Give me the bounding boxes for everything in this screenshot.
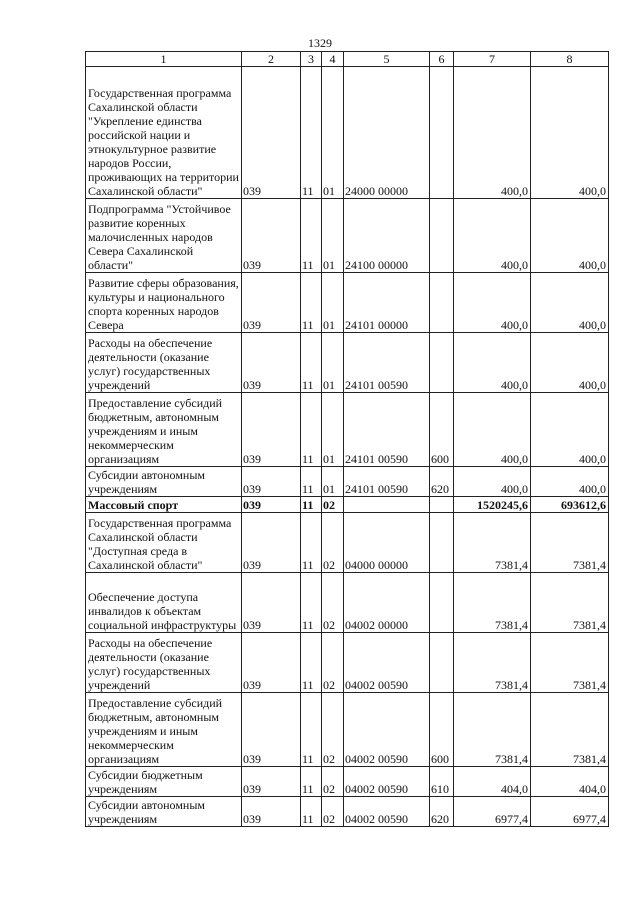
expense-type-cell xyxy=(430,273,454,333)
table-row xyxy=(86,333,609,393)
section-code-cell: 11 xyxy=(301,767,322,797)
budget-table-body xyxy=(86,52,609,827)
amount-cell: 400,0 xyxy=(454,199,531,273)
section-code-cell: 11 xyxy=(301,273,322,333)
expense-type-cell: 620 xyxy=(430,797,454,827)
subsection-code-cell: 02 xyxy=(322,767,344,797)
column-number-header: 8 xyxy=(531,52,609,67)
section-code-cell: 11 xyxy=(301,67,322,199)
amount-cell: 400,0 xyxy=(454,393,531,467)
target-article-cell: 24100 00000 xyxy=(344,199,430,273)
ministry-code-cell: 039 xyxy=(242,797,301,827)
target-article-cell: 24000 00000 xyxy=(344,67,430,199)
row-name-cell: Субсидии бюджетным учреждениям xyxy=(86,767,242,797)
amount-cell: 7381,4 xyxy=(454,513,531,573)
table-row xyxy=(86,497,609,513)
amount-cell: 404,0 xyxy=(454,767,531,797)
subsection-code-cell: 01 xyxy=(322,67,344,199)
target-article-cell: 04002 00590 xyxy=(344,767,430,797)
section-code-cell: 11 xyxy=(301,467,322,497)
target-article-cell: 24101 00590 xyxy=(344,393,430,467)
amount-cell: 7381,4 xyxy=(454,633,531,693)
amount-cell: 400,0 xyxy=(531,199,609,273)
ministry-code-cell: 039 xyxy=(242,573,301,633)
table-row xyxy=(86,467,609,497)
column-number-header: 5 xyxy=(344,52,430,67)
table-row xyxy=(86,797,609,827)
amount-cell: 1520245,6 xyxy=(454,497,531,513)
expense-type-cell: 610 xyxy=(430,767,454,797)
expense-type-cell xyxy=(430,67,454,199)
ministry-code-cell: 039 xyxy=(242,467,301,497)
amount-cell: 7381,4 xyxy=(454,573,531,633)
column-number-header: 6 xyxy=(430,52,454,67)
expense-type-cell: 600 xyxy=(430,393,454,467)
subsection-code-cell: 01 xyxy=(322,333,344,393)
subsection-code-cell: 02 xyxy=(322,693,344,767)
target-article-cell: 24101 00590 xyxy=(344,333,430,393)
ministry-code-cell: 039 xyxy=(242,67,301,199)
column-number-header: 4 xyxy=(322,52,344,67)
table-row xyxy=(86,273,609,333)
amount-cell: 400,0 xyxy=(531,333,609,393)
subsection-code-cell: 02 xyxy=(322,497,344,513)
table-row xyxy=(86,199,609,273)
table-row xyxy=(86,573,609,633)
expense-type-cell xyxy=(430,497,454,513)
row-name-cell: Расходы на обеспечение деятельности (оказание услуг) государственных учреждений xyxy=(86,633,242,693)
subsection-code-cell: 01 xyxy=(322,467,344,497)
table-row xyxy=(86,767,609,797)
amount-cell: 7381,4 xyxy=(531,633,609,693)
column-number-header: 1 xyxy=(86,52,242,67)
section-code-cell: 11 xyxy=(301,497,322,513)
ministry-code-cell: 039 xyxy=(242,333,301,393)
section-code-cell: 11 xyxy=(301,693,322,767)
amount-cell: 400,0 xyxy=(454,67,531,199)
amount-cell: 7381,4 xyxy=(531,513,609,573)
table-row xyxy=(86,633,609,693)
section-code-cell: 11 xyxy=(301,633,322,693)
row-name-cell: Массовый спорт xyxy=(86,497,242,513)
column-number-header-row xyxy=(86,52,609,67)
section-code-cell: 11 xyxy=(301,797,322,827)
column-number-header: 7 xyxy=(454,52,531,67)
amount-cell: 400,0 xyxy=(531,467,609,497)
amount-cell: 693612,6 xyxy=(531,497,609,513)
target-article-cell: 04002 00000 xyxy=(344,573,430,633)
table-row xyxy=(86,393,609,467)
expense-type-cell xyxy=(430,333,454,393)
table-row xyxy=(86,67,609,199)
subsection-code-cell: 02 xyxy=(322,633,344,693)
row-name-cell: Развитие сферы образования, культуры и национального спорта коренных народов Севера xyxy=(86,273,242,333)
table-row xyxy=(86,693,609,767)
row-name-cell: Субсидии автономным учреждениям xyxy=(86,467,242,497)
row-name-cell: Предоставление субсидий бюджетным, автономным учреждениям и иным некоммерческим организациям xyxy=(86,393,242,467)
expense-type-cell xyxy=(430,573,454,633)
target-article-cell xyxy=(344,497,430,513)
ministry-code-cell: 039 xyxy=(242,497,301,513)
amount-cell: 6977,4 xyxy=(454,797,531,827)
target-article-cell: 24101 00590 xyxy=(344,467,430,497)
expense-type-cell: 620 xyxy=(430,467,454,497)
target-article-cell: 04002 00590 xyxy=(344,633,430,693)
subsection-code-cell: 01 xyxy=(322,393,344,467)
amount-cell: 400,0 xyxy=(454,333,531,393)
ministry-code-cell: 039 xyxy=(242,273,301,333)
budget-table xyxy=(85,51,609,827)
amount-cell: 7381,4 xyxy=(454,693,531,767)
column-number-header: 2 xyxy=(242,52,301,67)
subsection-code-cell: 02 xyxy=(322,513,344,573)
subsection-code-cell: 01 xyxy=(322,199,344,273)
target-article-cell: 04000 00000 xyxy=(344,513,430,573)
row-name-cell: Расходы на обеспечение деятельности (оказание услуг) государственных учреждений xyxy=(86,333,242,393)
subsection-code-cell: 02 xyxy=(322,797,344,827)
subsection-code-cell: 02 xyxy=(322,573,344,633)
target-article-cell: 04002 00590 xyxy=(344,797,430,827)
section-code-cell: 11 xyxy=(301,199,322,273)
table-row xyxy=(86,513,609,573)
amount-cell: 6977,4 xyxy=(531,797,609,827)
amount-cell: 400,0 xyxy=(531,393,609,467)
section-code-cell: 11 xyxy=(301,513,322,573)
amount-cell: 400,0 xyxy=(454,467,531,497)
expense-type-cell: 600 xyxy=(430,693,454,767)
section-code-cell: 11 xyxy=(301,333,322,393)
expense-type-cell xyxy=(430,199,454,273)
section-code-cell: 11 xyxy=(301,573,322,633)
row-name-cell: Государственная программа Сахалинской области "Укрепление единства российской нации и этнокультурное развитие народов России, проживающих на территории Сахалинской области" xyxy=(86,67,242,199)
ministry-code-cell: 039 xyxy=(242,767,301,797)
target-article-cell: 04002 00590 xyxy=(344,693,430,767)
row-name-cell: Обеспечение доступа инвалидов к объектам социальной инфраструктуры xyxy=(86,573,242,633)
expense-type-cell xyxy=(430,633,454,693)
row-name-cell: Предоставление субсидий бюджетным, автономным учреждениям и иным некоммерческим организациям xyxy=(86,693,242,767)
column-number-header: 3 xyxy=(301,52,322,67)
ministry-code-cell: 039 xyxy=(242,513,301,573)
target-article-cell: 24101 00000 xyxy=(344,273,430,333)
ministry-code-cell: 039 xyxy=(242,693,301,767)
amount-cell: 400,0 xyxy=(454,273,531,333)
amount-cell: 400,0 xyxy=(531,273,609,333)
section-code-cell: 11 xyxy=(301,393,322,467)
amount-cell: 400,0 xyxy=(531,67,609,199)
ministry-code-cell: 039 xyxy=(242,199,301,273)
amount-cell: 7381,4 xyxy=(531,573,609,633)
subsection-code-cell: 01 xyxy=(322,273,344,333)
page-number: 1329 xyxy=(308,36,332,50)
row-name-cell: Государственная программа Сахалинской области "Доступная среда в Сахалинской области" xyxy=(86,513,242,573)
ministry-code-cell: 039 xyxy=(242,633,301,693)
row-name-cell: Субсидии автономным учреждениям xyxy=(86,797,242,827)
expense-type-cell xyxy=(430,513,454,573)
amount-cell: 404,0 xyxy=(531,767,609,797)
amount-cell: 7381,4 xyxy=(531,693,609,767)
ministry-code-cell: 039 xyxy=(242,393,301,467)
row-name-cell: Подпрограмма "Устойчивое развитие коренных малочисленных народов Севера Сахалинской области" xyxy=(86,199,242,273)
